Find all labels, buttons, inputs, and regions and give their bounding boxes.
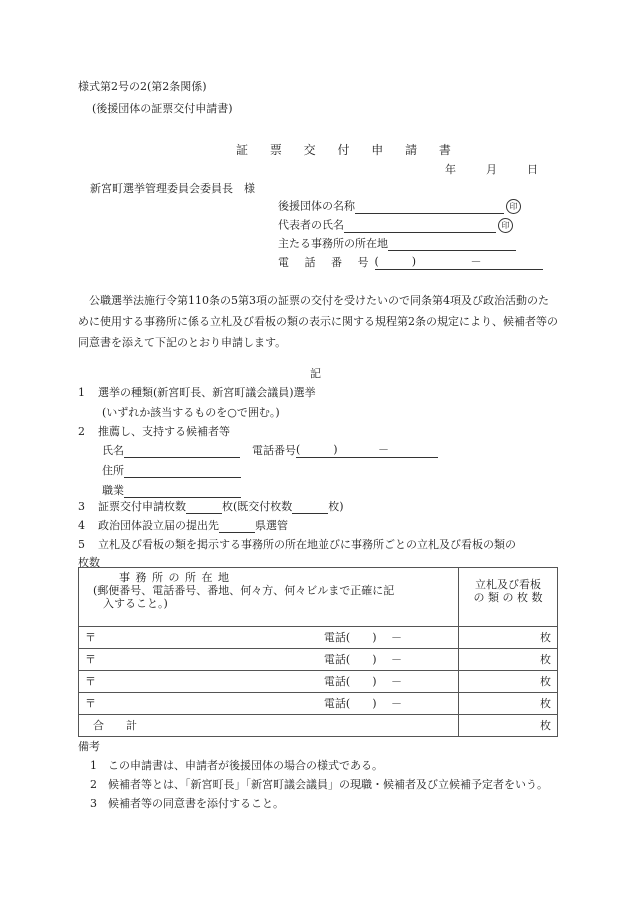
addressee: 新宮町選挙管理委員会委員長 様 — [90, 182, 255, 195]
issued-count-field[interactable] — [186, 500, 222, 514]
candidate-address-row — [102, 464, 241, 478]
total-unit: 枚 — [540, 719, 551, 732]
header-note-2: 入すること。) — [103, 597, 168, 610]
postal-mark: 〒 — [85, 697, 96, 710]
candidate-job-field[interactable] — [124, 484, 241, 498]
header-count-2: の 類 の 枚 数 — [473, 591, 543, 604]
candidate-address-field[interactable] — [124, 464, 241, 478]
document-title: 証 票 交 付 申 請 書 — [236, 143, 460, 157]
item-5-number: 5 — [78, 538, 85, 551]
item-5-text: 立札及び看板の類を掲示する事務所の所在地並びに事務所ごとの立札及び看板の類の — [98, 538, 516, 551]
candidate-job-label: 職業 — [102, 484, 124, 497]
item-3-label-c: 枚) — [328, 500, 344, 513]
rep-name-row — [278, 218, 513, 233]
header-location-cell — [79, 568, 459, 627]
item-5 — [78, 538, 516, 552]
phone-paren: ( ) — [374, 255, 417, 268]
date-year: 年 — [445, 163, 456, 176]
total-count-cell[interactable] — [459, 715, 558, 737]
notes-title: 備考 — [78, 740, 100, 753]
item-3-label: 証票交付申請枚数 — [98, 500, 186, 513]
date-line — [445, 163, 538, 177]
count-unit: 枚 — [540, 697, 551, 710]
count-cell[interactable] — [459, 649, 558, 671]
tel-label: 電話( ) － — [323, 675, 402, 688]
location-cell[interactable] — [79, 627, 459, 649]
seal-mark-org: 印 — [506, 199, 521, 214]
item-3-label-b: 枚(既交付枚数 — [222, 500, 293, 513]
tel-label: 電話( ) － — [323, 697, 402, 710]
header-location: 事 務 所 の 所 在 地 — [119, 571, 230, 584]
note-2: 2 候補者等とは、「新宮町長」「新宮町議会議員」の現職・候補者及び立候補予定者をいう。 — [90, 778, 548, 791]
header-note-1: (郵便番号、電話番号、番地、何々方、何々ビルまで正確に記 — [93, 584, 395, 597]
item-4-label: 政治団体設立届の提出先 — [98, 519, 219, 532]
phone-label: 電 話 番 号 — [278, 256, 375, 269]
candidate-phone-field[interactable] — [296, 444, 438, 458]
item-1-text: 選挙の種類(新宮町長、新宮町議会議員)選挙 — [98, 386, 316, 399]
item-2-number: 2 — [78, 425, 85, 438]
form-subtitle: (後援団体の証票交付申請書) — [92, 102, 233, 115]
header-count-1: 立札及び看板 — [475, 578, 541, 591]
table-row — [79, 649, 558, 671]
item-1 — [78, 386, 316, 400]
seal-mark-rep: 印 — [498, 218, 513, 233]
candidate-phone-dash: － — [378, 443, 389, 456]
location-cell[interactable] — [79, 693, 459, 715]
postal-mark: 〒 — [85, 675, 96, 688]
note-3: 3 候補者等の同意書を添付すること。 — [90, 797, 284, 810]
tel-label: 電話( ) － — [323, 653, 402, 666]
phone-field[interactable] — [375, 256, 543, 270]
item-4 — [78, 519, 288, 533]
table-total-row — [79, 715, 558, 737]
tel-label: 電話( ) － — [323, 631, 402, 644]
office-field[interactable] — [388, 237, 516, 251]
note-1: 1 この申請書は、申請者が後援団体の場合の様式である。 — [90, 759, 383, 772]
date-day: 日 — [527, 163, 538, 176]
form-number: 様式第2号の2(第2条関係) — [78, 80, 207, 93]
rep-name-field[interactable] — [344, 219, 496, 233]
table-row — [79, 627, 558, 649]
item-3 — [78, 500, 344, 514]
office-label: 主たる事務所の所在地 — [278, 237, 388, 250]
candidate-address-label: 住所 — [102, 464, 124, 477]
count-cell[interactable] — [459, 693, 558, 715]
count-unit: 枚 — [540, 631, 551, 644]
item-3-number: 3 — [78, 500, 85, 513]
count-cell[interactable] — [459, 627, 558, 649]
location-cell[interactable] — [79, 671, 459, 693]
count-cell[interactable] — [459, 671, 558, 693]
item-2-text: 推薦し、支持する候補者等 — [98, 425, 230, 438]
item-1-note: (いずれか該当するものを○で囲む。) — [102, 406, 280, 419]
location-cell[interactable] — [79, 649, 459, 671]
office-table — [78, 567, 558, 737]
phone-row — [278, 256, 543, 270]
table-header-row — [79, 568, 558, 627]
table-row — [79, 671, 558, 693]
item-4-number: 4 — [78, 519, 85, 532]
candidate-phone-paren: ( ) — [296, 443, 338, 456]
rep-name-label: 代表者の氏名 — [278, 218, 344, 232]
total-label: 合 計 — [93, 719, 137, 732]
office-row — [278, 237, 516, 251]
candidate-name-label: 氏名 — [102, 444, 124, 457]
org-name-field[interactable] — [355, 200, 504, 214]
prefecture-field[interactable] — [219, 519, 255, 533]
ki-heading: 記 — [310, 367, 321, 380]
already-issued-field[interactable] — [292, 500, 328, 514]
item-4-label-b: 県選管 — [255, 519, 288, 532]
org-name-label: 後援団体の名称 — [278, 199, 355, 213]
candidate-phone-label: 電話番号 — [252, 444, 296, 457]
item-1-number: 1 — [78, 386, 85, 399]
total-label-cell — [79, 715, 459, 737]
count-unit: 枚 — [540, 653, 551, 666]
count-unit: 枚 — [540, 675, 551, 688]
candidate-job-row — [102, 484, 241, 498]
postal-mark: 〒 — [85, 653, 96, 666]
table-row — [79, 693, 558, 715]
body-paragraph: 公職選挙法施行令第110条の5第3項の証票の交付を受けたいので同条第4項及び政治活動のために使用する事務所に係る立札及び看板の類の表示に関する規程第2条の規定により、候補者等の同意書を添えて下記のとおり申請します。 — [78, 294, 558, 349]
postal-mark: 〒 — [85, 631, 96, 644]
header-count-cell — [459, 568, 558, 627]
date-month: 月 — [486, 163, 497, 176]
item-2 — [78, 425, 230, 439]
org-name-row — [278, 199, 521, 214]
candidate-name-field[interactable] — [124, 444, 240, 458]
item-5-continued: 枚数 — [78, 556, 100, 569]
candidate-name-row — [102, 444, 438, 458]
phone-dash: － — [470, 255, 482, 268]
